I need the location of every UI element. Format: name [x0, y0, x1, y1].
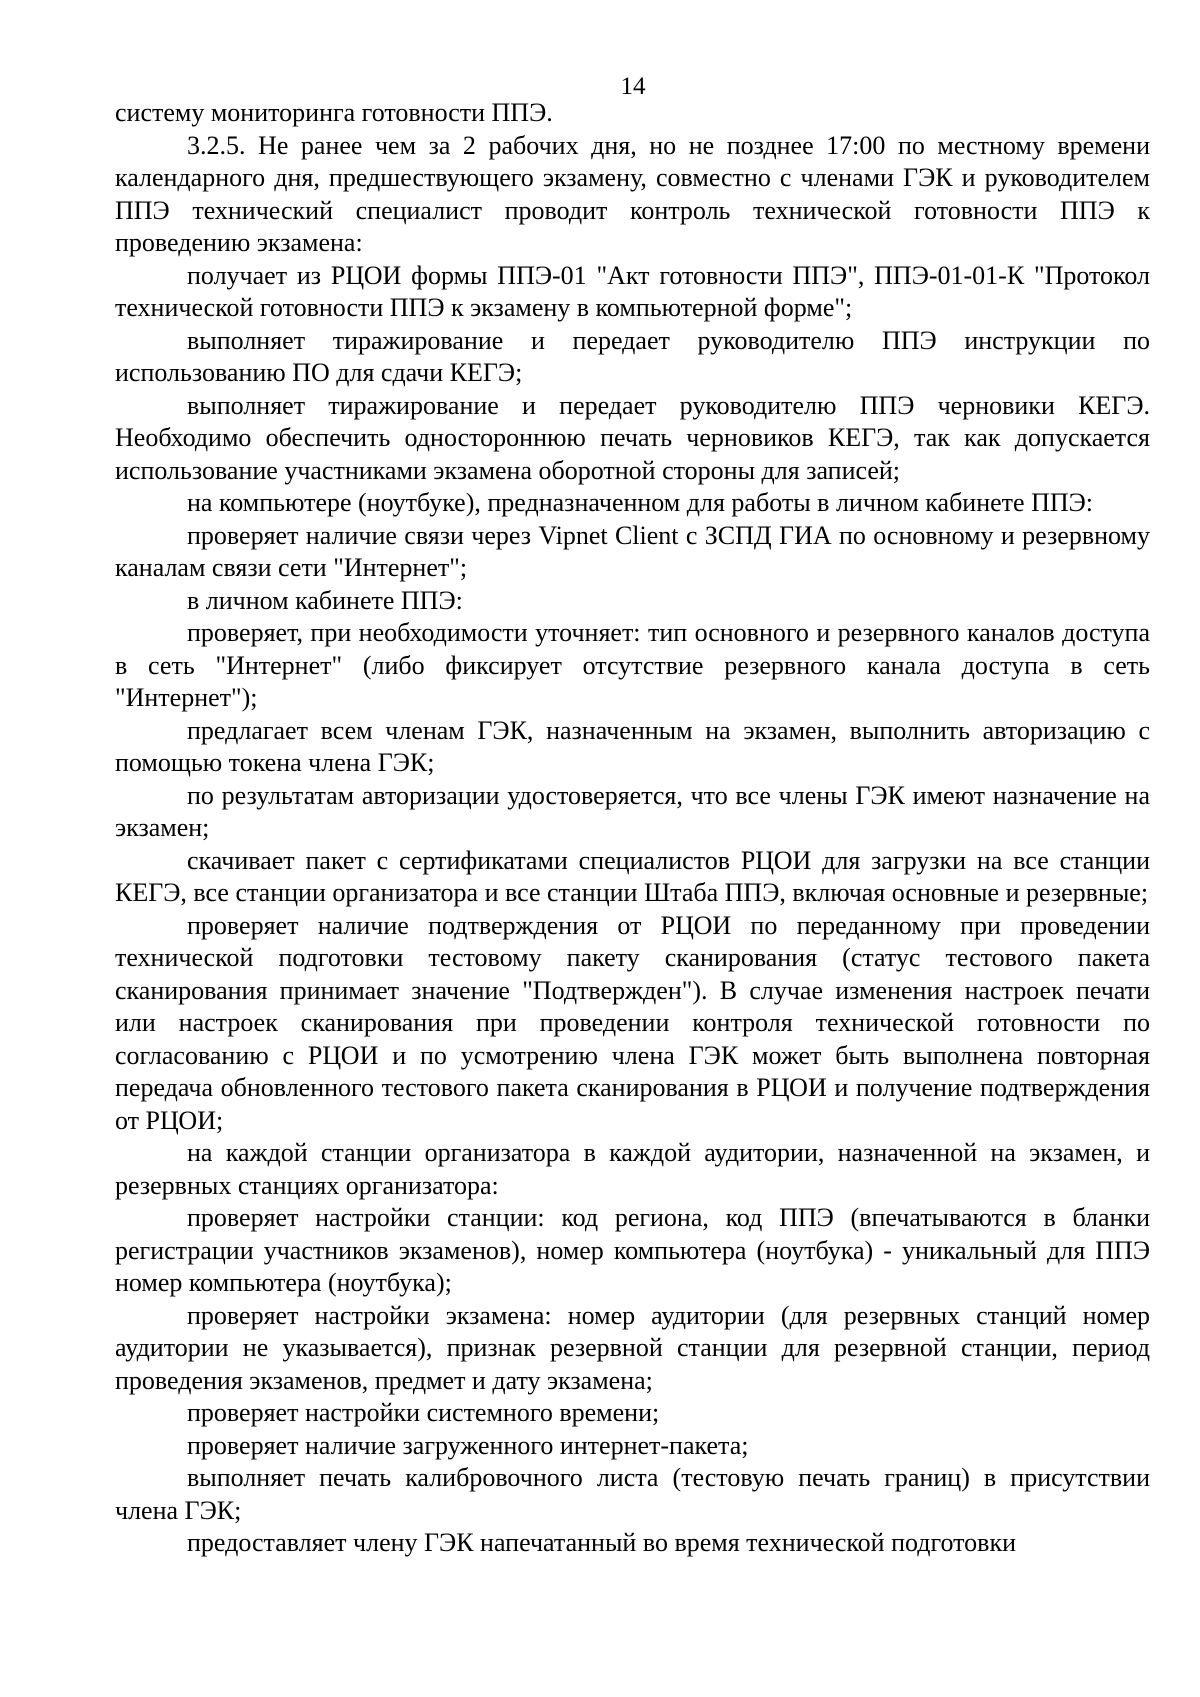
paragraph: выполняет тиражирование и передает руководителю ППЭ инструкции по использованию ПО для сдачи КЕГЭ; [115, 325, 1150, 387]
paragraph: систему мониторинга готовности ППЭ. [115, 98, 553, 127]
paragraph: в личном кабинете ППЭ: [187, 585, 463, 615]
paragraph: получает из РЦОИ формы ППЭ-01 "Акт готовности ППЭ", ППЭ-01-01-К "Протокол технической готовности ППЭ к экзамену в компьютерной форме"; [115, 260, 1150, 322]
paragraph: по результатам авторизации удостоверяется, что все члены ГЭК имеют назначение на экзамен; [115, 780, 1150, 842]
document-body [115, 97, 1150, 1560]
paragraph: проверяет наличие связи через Vipnet Client с ЗСПД ГИА по основному и резервному каналам связи сети "Интернет"; [115, 520, 1150, 582]
page-number: 14 [620, 73, 646, 100]
paragraph: проверяет наличие подтверждения от РЦОИ по переданному при проведении технической подготовки тестовому пакету сканирования (статус тестового пакета сканирования принимает значение "Подтвержден"). В случае изменения настроек печати или настроек сканирования при проведении контроля технической готовности по согласованию с РЦОИ и по усмотрению члена ГЭК может быть выполнена повторная передача обновленного тестового пакета сканирования в РЦОИ и получение подтверждения от РЦОИ; [115, 910, 1150, 1135]
paragraph: выполняет тиражирование и передает руководителю ППЭ черновики КЕГЭ. Необходимо обеспечить одностороннюю печать черновиков КЕГЭ, так как допускается использование участниками экзамена оборотной стороны для записей; [115, 390, 1150, 485]
paragraph: на компьютере (ноутбуке), предназначенном для работы в личном кабинете ППЭ: [187, 488, 1094, 517]
paragraph: скачивает пакет с сертификатами специалистов РЦОИ для загрузки на все станции КЕГЭ, все станции организатора и все станции Штаба ППЭ, включая основные и резервные; [115, 845, 1150, 907]
paragraph: проверяет настройки экзамена: номер аудитории (для резервных станций номер аудитории не указывается), признак резервной станции для резервной станции, период проведения экзаменов, предмет и дату экзамена; [115, 1300, 1150, 1395]
paragraph: проверяет настройки станции: код региона, код ППЭ (впечатываются в бланки регистрации участников экзаменов), номер компьютера (ноутбука) - уникальный для ППЭ номер компьютера (ноутбука); [115, 1203, 1150, 1297]
paragraph: проверяет настройки системного времени; [187, 1398, 660, 1427]
paragraph: на каждой станции организатора в каждой аудитории, назначенной на экзамен, и резервных станциях организатора: [115, 1138, 1150, 1200]
paragraph: предлагает всем членам ГЭК, назначенным на экзамен, выполнить авторизацию с помощью токена члена ГЭК; [115, 715, 1150, 777]
paragraph: проверяет, при необходимости уточняет: тип основного и резервного каналов доступа в сеть "Интернет" (либо фиксирует отсутствие резервного канала доступа в сеть "Интернет"); [115, 618, 1150, 712]
paragraph: выполняет печать калибровочного листа (тестовую печать границ) в присутствии члена ГЭК; [115, 1463, 1150, 1525]
paragraph: проверяет наличие загруженного интернет-пакета; [187, 1430, 749, 1460]
paragraph: предоставляет члену ГЭК напечатанный во время технической подготовки [187, 1528, 1017, 1557]
paragraph: 3.2.5. Не ранее чем за 2 рабочих дня, но не позднее 17:00 по местному времени календарного дня, предшествующего экзамену, совместно с членами ГЭК и руководителем ППЭ технический специалист проводит контроль технической готовности ППЭ к проведению экзамена: [115, 130, 1150, 257]
